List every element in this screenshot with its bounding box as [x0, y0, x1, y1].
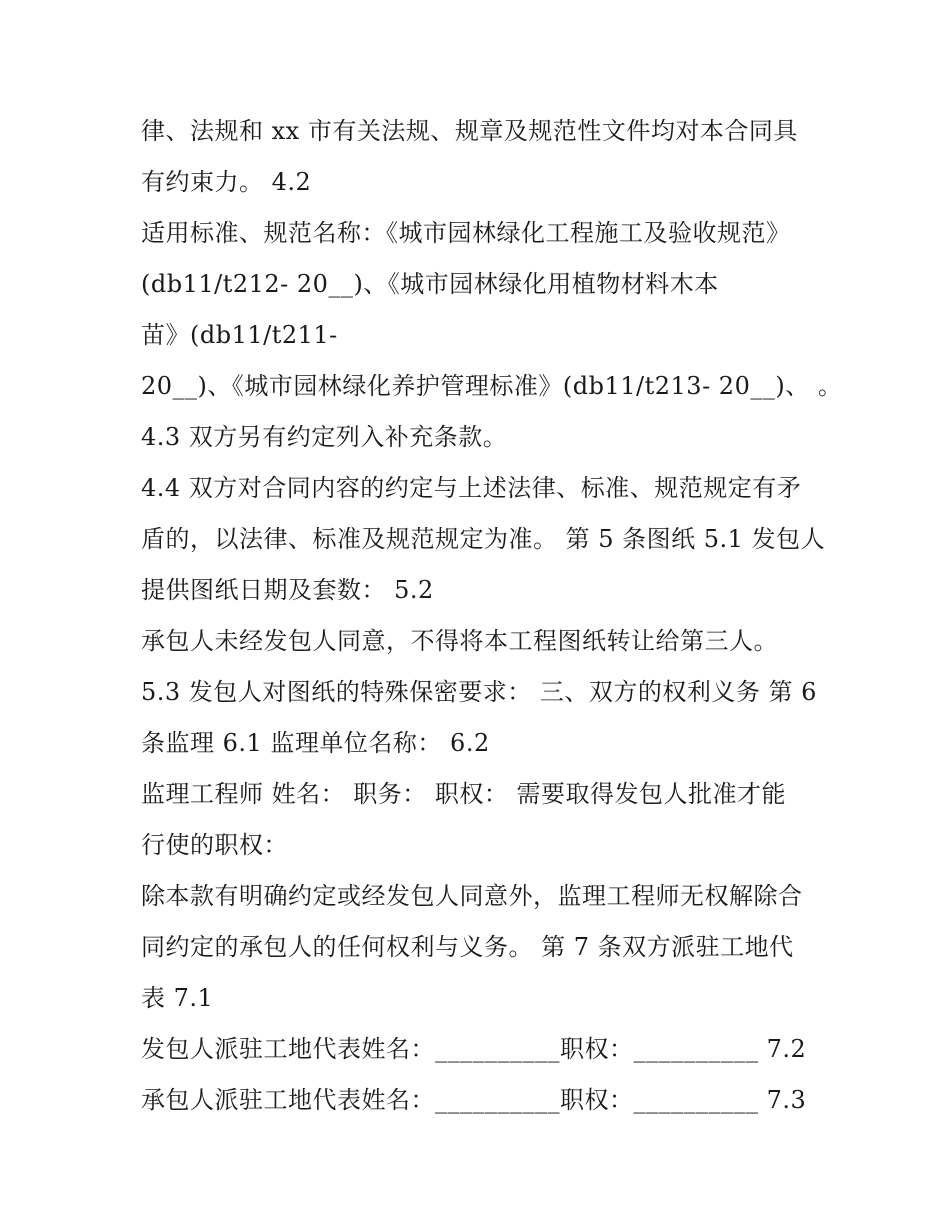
text-line-15: 行使的职权：: [141, 831, 288, 859]
text-line-3: 适用标准、规范名称：《城市园林绿化工程施工及验收规范》: [141, 219, 791, 247]
text-line-16: 除本款有明确约定或经发包人同意外，监理工程师无权解除合: [141, 882, 803, 910]
text-line-10: 提供图纸日期及套数： 5.2: [141, 576, 434, 604]
text-line-14: 监理工程师 姓名： 职务： 职权： 需要取得发包人批准才能: [141, 780, 787, 808]
text-line-1: 律、法规和 xx 市有关法规、规章及规范性文件均对本合同具: [141, 117, 798, 145]
text-line-7: 4.3 双方另有约定列入补充条款。: [141, 423, 508, 451]
text-line-20: 承包人派驻工地代表姓名：__________职权：__________ 7.3: [141, 1086, 807, 1114]
text-line-6: 20__)、《城市园林绿化养护管理标准》(db11/t213- 20__)、 。: [141, 372, 843, 400]
text-line-17: 同约定的承包人的任何权利与义务。 第 7 条双方派驻工地代: [141, 933, 794, 961]
text-line-19: 发包人派驻工地代表姓名：__________职权：__________ 7.2: [141, 1035, 807, 1063]
text-line-13: 条监理 6.1 监理单位名称： 6.2: [141, 729, 490, 757]
text-line-11: 承包人未经发包人同意，不得将本工程图纸转让给第三人。: [141, 627, 778, 655]
document-body: [141, 106, 843, 1126]
text-line-2: 有约束力。 4.2: [141, 168, 312, 196]
text-line-8: 4.4 双方对合同内容的约定与上述法律、标准、规范规定有矛: [141, 474, 802, 502]
text-line-5: 苗》(db11/t211-: [141, 321, 338, 349]
text-line-9: 盾的，以法律、标准及规范规定为准。 第 5 条图纸 5.1 发包人: [141, 525, 826, 553]
text-line-4: (db11/t212- 20__)、《城市园林绿化用植物材料木本: [141, 270, 719, 298]
text-line-18: 表 7.1: [141, 984, 214, 1012]
text-line-12: 5.3 发包人对图纸的特殊保密要求： 三、双方的权利义务 第 6: [141, 678, 817, 706]
